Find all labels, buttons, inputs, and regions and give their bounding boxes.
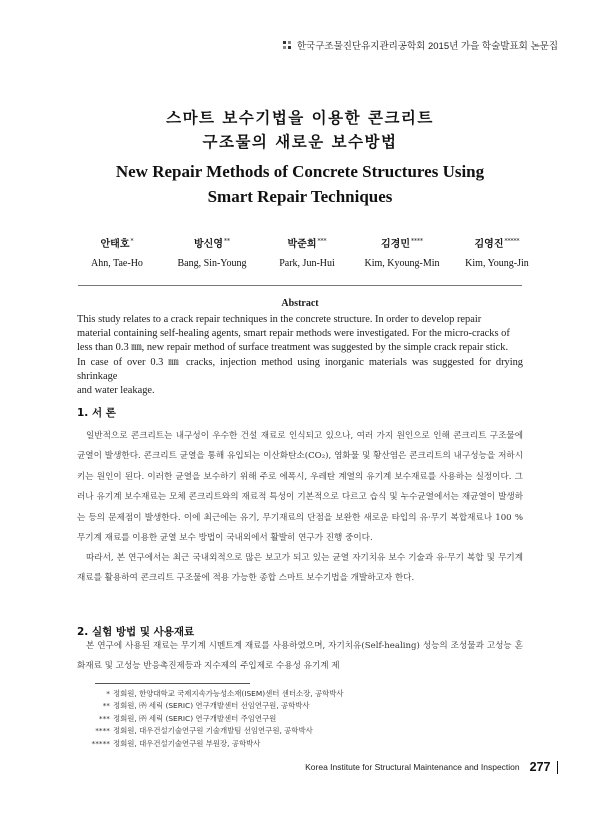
abstract-body bbox=[77, 313, 523, 398]
footnote-item: ** 정회원, ㈜ 세릭 (SERIC) 연구개발센터 선임연구원, 공학박사 bbox=[102, 701, 310, 711]
abstract-line: In case of over 0.3 ㎜ cracks, injection method using inorganic materials was suggested for drying shrinkage bbox=[77, 356, 523, 382]
title-english-line-1: New Repair Methods of Concrete Structures Using bbox=[115, 162, 485, 181]
affiliation-mark: ** bbox=[223, 237, 230, 245]
footnote-item: **** 정회원, 대우건설기술연구원 기술개발팀 선임연구원, 공학박사 bbox=[95, 726, 313, 736]
abstract-line: and water leakage. bbox=[77, 385, 155, 397]
author-name-korean: 박준희*** bbox=[287, 237, 327, 250]
author-name-english: Park, Jun-Hui bbox=[279, 258, 335, 269]
author-name-korean: 김경민**** bbox=[381, 237, 423, 250]
methods-paragraph-1: 본 연구에 사용된 재료는 무기계 시멘트계 재료를 사용하였으며, 자기치유(Self-healing) 성능의 조성물과 고성능 혼화재료 및 고성능 반응촉진제등과 지수제의 주입제로 수용성 유기계 제 bbox=[77, 641, 523, 672]
author-name-english: Kim, Kyoung-Min bbox=[364, 258, 440, 269]
footnote-item: ***** 정회원, 대우건설기술연구원 부원장, 공학박사 bbox=[91, 738, 261, 748]
page-footer bbox=[305, 760, 558, 774]
affiliation-mark: *** bbox=[317, 237, 327, 245]
introduction-paragraph-1: 일반적으로 콘크리트는 내구성이 우수한 건설 재료로 인식되고 있으나, 여러 가지 원인으로 인해 콘크리트 구조물에 균열이 발생한다. 콘크리트 균열을 통해 유입되는 이산화탄소(CO₂), 염화물 및 황산염은 콘크리트의 내구성능을 저하시키는 원인이 된다. 이러한 균열을 보수하기 위해 주로 에폭시, 우레탄 계열의 유기계 보수재료를 사용하는 실정이다. 그러나 유기계 보수재료는 모체 콘크리트와의 재료적 특성이 기본적으로 다르고 습식 및 누수균열에서는 재균열이 발생하는 등의 문제점이 발생한다. 이에 최근에는 유기, 무기재료의 단점을 보완한 새로운 타입의 유·무기 복합재료나 100 % 무기계 재료를 이용한 균열 보수 방법이 국내외에서 활발히 연구가 진행 중이다. bbox=[77, 431, 523, 544]
header-squares-icon bbox=[283, 41, 292, 50]
abstract-line: This study relates to a crack repair techniques in the concrete structure. In order to develop repair bbox=[77, 314, 482, 325]
title-english-line-2: Smart Repair Techniques bbox=[207, 187, 393, 206]
author-5 bbox=[452, 235, 542, 269]
affiliation-mark: * bbox=[130, 237, 134, 245]
footnote-rule bbox=[95, 683, 250, 684]
footnote-item: *** 정회원, ㈜ 세릭 (SERIC) 연구개발센터 주임연구원 bbox=[98, 713, 277, 723]
introduction-paragraph-2: 따라서, 본 연구에서는 최근 국내외적으로 많은 보고가 되고 있는 균열 자기치유 보수 기술과 유·무기 복합 및 무기계 재료를 활용하여 콘크리트 구조물에 적용 가능한 종합 스마트 보수기법을 개발하고자 한다. bbox=[77, 553, 523, 584]
author-4 bbox=[357, 235, 447, 269]
divider-rule bbox=[78, 285, 522, 286]
affiliation-mark: ***** bbox=[504, 237, 520, 245]
section-heading-methods: 2. 실험 방법 및 사용재료 bbox=[77, 626, 195, 638]
author-2 bbox=[167, 235, 257, 269]
running-header-text: 한국구조물진단유지관리공학회 2015년 가을 학술발표회 논문집 bbox=[296, 41, 558, 52]
title-korean-line-1: 스마트 보수기법을 이용한 콘크리트 bbox=[166, 109, 434, 127]
author-list bbox=[72, 235, 542, 269]
footnotes bbox=[78, 688, 478, 750]
abstract-line: less than 0.3 ㎜, new repair method of surface treatment was suggested by the simple crack repair stick. bbox=[77, 342, 509, 354]
abstract-line: material containing self-healing agents, smart repair methods were investigated. For the micro-cracks of bbox=[77, 328, 510, 340]
abstract-heading: Abstract bbox=[281, 298, 319, 309]
author-3 bbox=[262, 235, 352, 269]
page-number: 277 bbox=[529, 760, 551, 774]
author-name-english: Kim, Young-Jin bbox=[465, 258, 529, 269]
author-name-english: Bang, Sin-Young bbox=[177, 258, 247, 269]
footer-institution: Korea Institute for Structural Maintenance and Inspection bbox=[305, 762, 520, 772]
footnote-item: * 정회원, 한양대학교 국제지속가능성소재(ISEM)센터 센터소장, 공학박사 bbox=[106, 689, 344, 698]
author-name-korean: 방신영** bbox=[194, 237, 230, 250]
author-name-korean: 김영진***** bbox=[474, 237, 520, 250]
title-korean-line-2: 구조물의 새로운 보수방법 bbox=[202, 133, 398, 151]
author-name-korean: 안태호* bbox=[100, 237, 134, 250]
running-header bbox=[283, 38, 558, 52]
footer-bar bbox=[557, 761, 559, 774]
author-name-english: Ahn, Tae-Ho bbox=[91, 258, 143, 269]
author-1 bbox=[72, 235, 162, 269]
affiliation-mark: **** bbox=[410, 237, 423, 245]
section-heading-introduction: 1. 서 론 bbox=[77, 407, 116, 419]
